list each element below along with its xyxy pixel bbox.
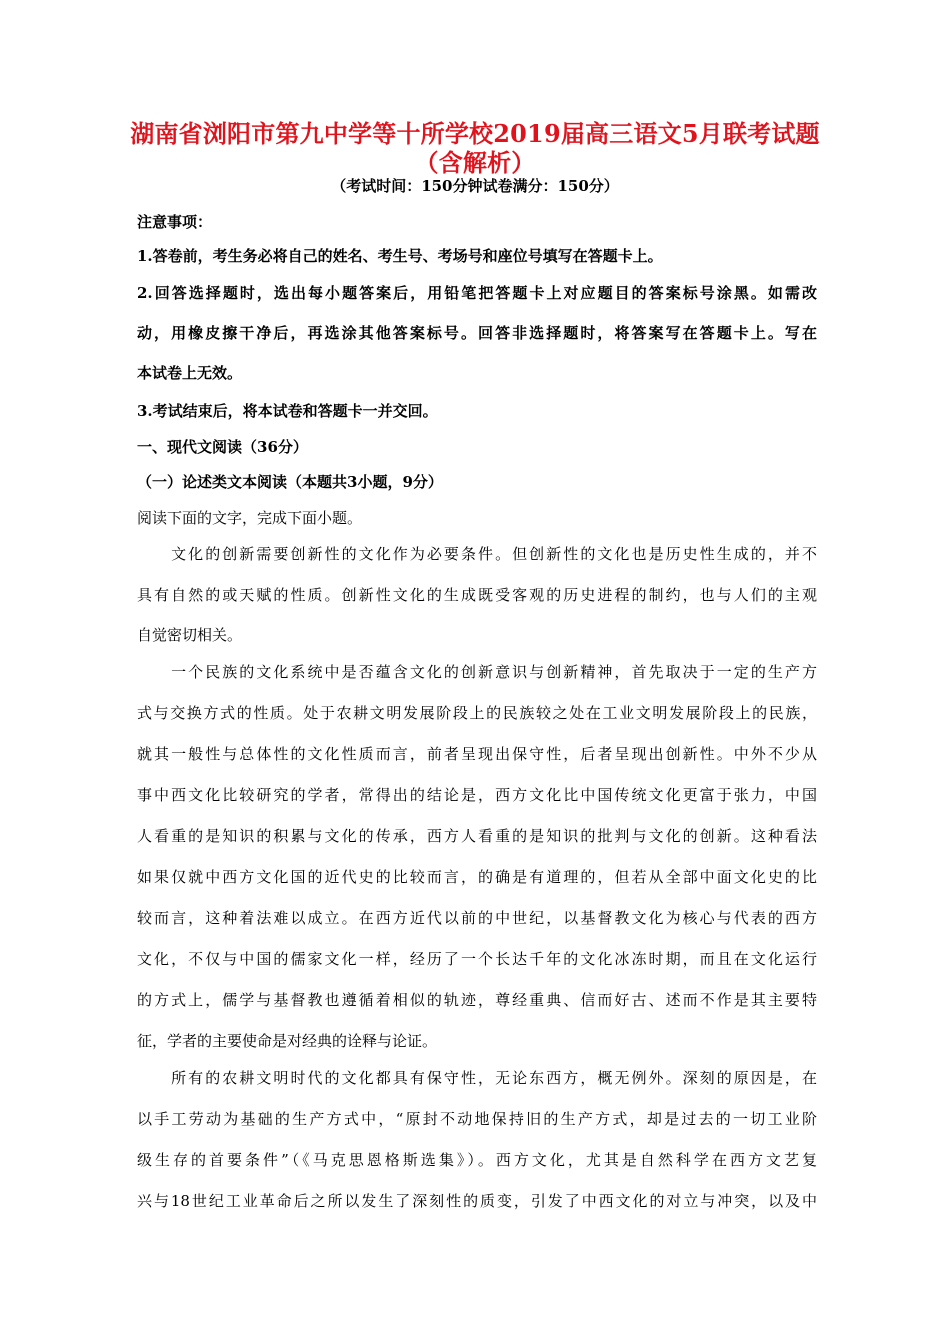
paragraph-line: 事中西文化比较研究的学者，常得出的结论是，西方文化比中国传统文化更富于张力，中国 [137, 786, 817, 804]
paragraph-line: 如果仅就中西方文化国的近代史的比较而言，的确是有道理的，但若从全部中面文化史的比 [137, 868, 817, 886]
paragraph-line: 兴与18世纪工业革命后之所以发生了深刻性的质变，引发了中西文化的对立与冲突，以及中 [137, 1192, 817, 1210]
paragraph-line: 就其一般性与总体性的文化性质而言，前者呈现出保守性，后者呈现出创新性。中外不少从 [137, 745, 817, 763]
subsection-heading: （一）论述类文本阅读（本题共3小题，9分） [137, 473, 443, 491]
paragraph-line: 所有的农耕文明时代的文化都具有保守性，无论东西方，概无例外。深刻的原因是，在 [137, 1069, 817, 1087]
notice-line: 3.考试结束后，将本试卷和答题卡一并交回。 [137, 402, 438, 420]
paragraph-line: 一个民族的文化系统中是否蕴含文化的创新意识与创新精神，首先取决于一定的生产方 [137, 663, 817, 681]
document-title: 湖南省浏阳市第九中学等十所学校2019届高三语文5月联考试题（含解析） [130, 119, 820, 177]
paragraph-line: 具有自然的或天赋的性质。创新性文化的生成既受客观的历史进程的制约，也与人们的主观 [137, 586, 817, 604]
paragraph-line: 自觉密切相关。 [137, 626, 243, 644]
notice-heading: 注意事项： [137, 213, 213, 231]
paragraph-line: 文化的创新需要创新性的文化作为必要条件。但创新性的文化也是历史性生成的，并不 [137, 545, 817, 563]
notice-line: 动，用橡皮擦干净后，再选涂其他答案标号。回答非选择题时，将答案写在答题卡上。写在 [137, 324, 817, 342]
section-heading: 一、现代文阅读（36分） [137, 438, 308, 456]
paragraph-line: 的方式上，儒学与基督教也遵循着相似的轨迹，尊经重典、信而好古、述而不作是其主要特 [137, 991, 817, 1009]
paragraph-line: 式与交换方式的性质。处于农耕文明发展阶段上的民族较之处在工业文明发展阶段上的民族， [137, 704, 817, 722]
notice-line: 2.回答选择题时，选出每小题答案后，用铅笔把答题卡上对应题目的答案标号涂黑。如需改 [137, 284, 817, 302]
paragraph-line: 以手工劳动为基础的生产方式中，“原封不动地保持旧的生产方式，却是过去的一切工业阶 [137, 1110, 817, 1128]
paragraph-line: 较而言，这种着法难以成立。在西方近代以前的中世纪，以基督教文化为核心与代表的西方 [137, 909, 817, 927]
notice-line: 1.答卷前，考生务必将自己的姓名、考生号、考场号和座位号填写在答题卡上。 [137, 247, 663, 265]
exam-info: （考试时间：150分钟试卷满分：150分） [331, 177, 619, 195]
paragraph-line: 文化，不仅与中国的儒家文化一样，经历了一个长达千年的文化冰冻时期，而且在文化运行 [137, 950, 817, 968]
notice-line: 本试卷上无效。 [137, 364, 243, 382]
paragraph-line: 人看重的是知识的积累与文化的传承，西方人看重的是知识的批判与文化的创新。这种看法 [137, 827, 817, 845]
paragraph-line: 级生存的首要条件”（《马克思恩格斯选集》）。西方文化，尤其是自然科学在西方文艺复 [137, 1151, 817, 1169]
reading-instruction: 阅读下面的文字，完成下面小题。 [137, 509, 363, 527]
paragraph-line: 征，学者的主要使命是对经典的诠释与论证。 [137, 1032, 438, 1050]
